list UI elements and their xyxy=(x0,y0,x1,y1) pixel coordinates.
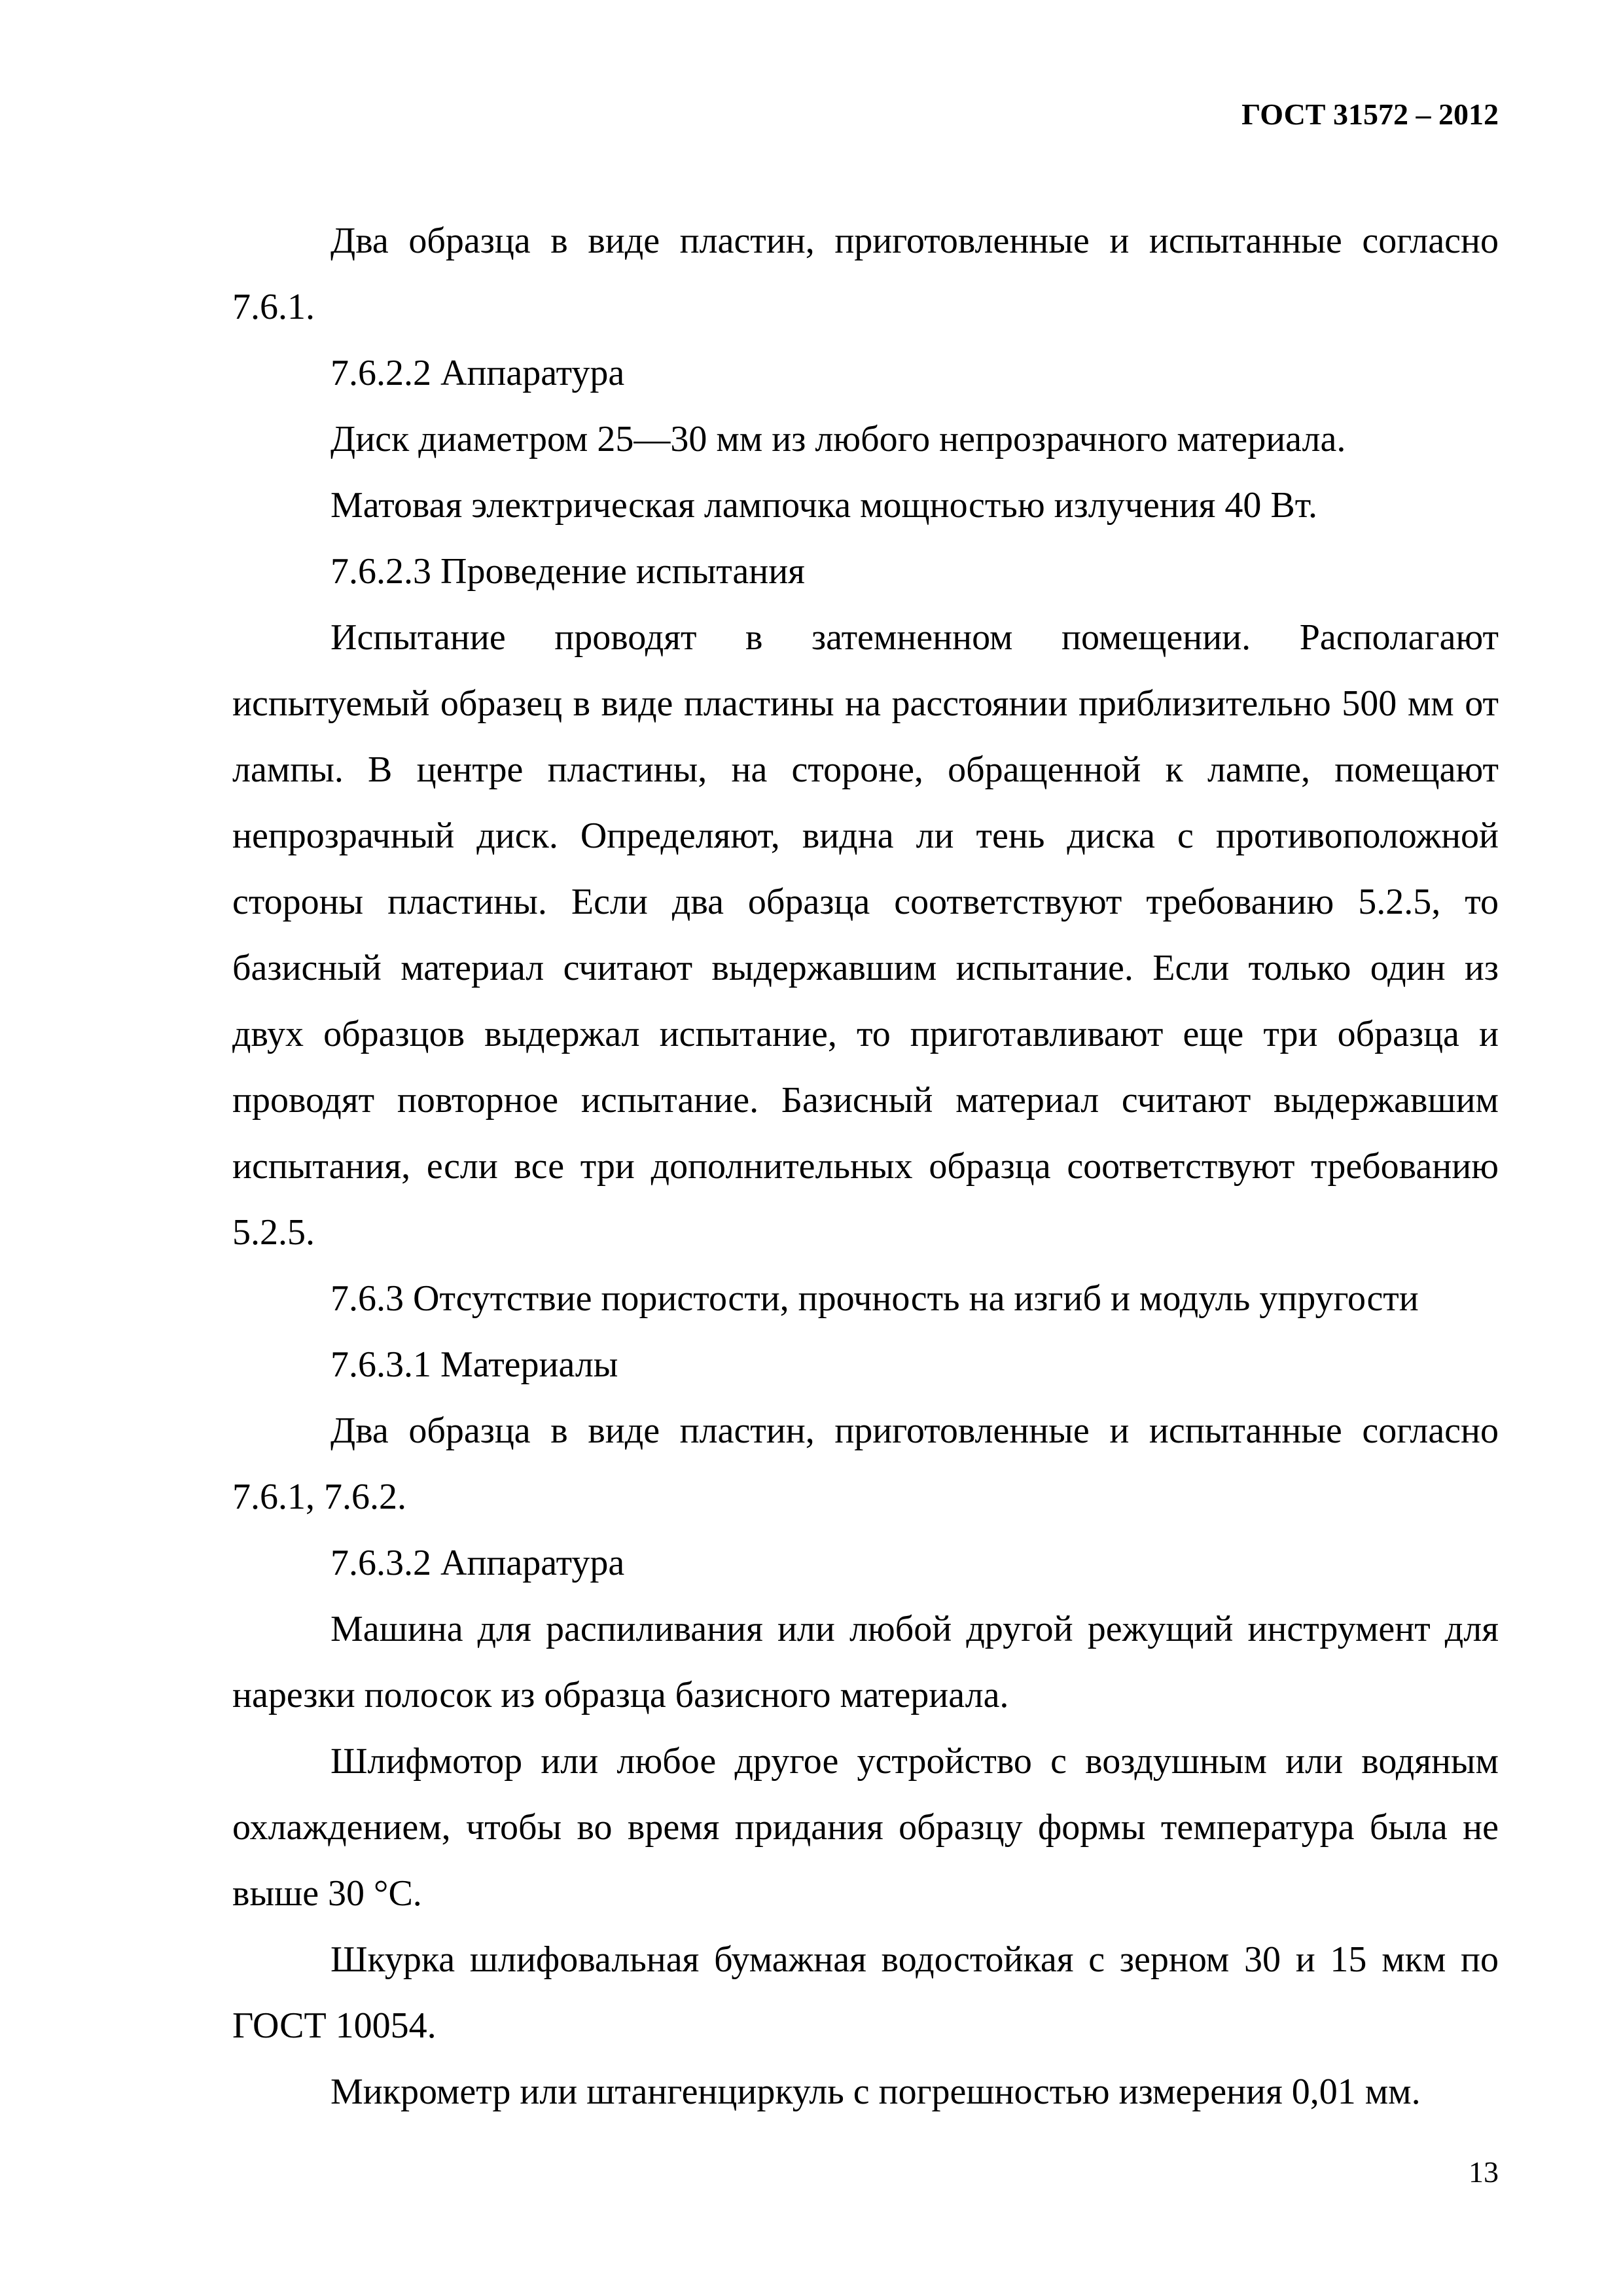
page-number: 13 xyxy=(1469,2155,1499,2189)
paragraph: Микрометр или штангенциркуль с погрешностью измерения 0,01 мм. xyxy=(330,2072,1421,2112)
paragraph: Шкурка шлифовальная бумажная водостойкая с зерном 30 и 15 мкм по ГОСТ 10054. xyxy=(232,1939,1499,2046)
paragraph: Матовая электрическая лампочка мощностью излучения 40 Вт. xyxy=(330,485,1318,526)
paragraph: Два образца в виде пластин, приготовленные и испытанные согласно xyxy=(330,1410,1499,1451)
section-heading: 7.6.3 Отсутствие пористости, прочность на изгиб и модуль упругости xyxy=(330,1278,1419,1319)
paragraph: Испытание проводят в затемненном помещении. Располагают испытуемый образец в виде пластины на расстоянии приблизительно 500 мм от лампы. В центре пластины, на стороне, обращенной к лампе, помещают непрозрачный диск. Определяют, видна ли тень диска с противоположной стороны пластины. Если два образца соответствуют требованию 5.2.5, то базисный материал считают выдержавшим испытание. Если только один из двух образцов выдержал испытание, то приготавливают еще три образца и проводят повторное испытание. Базисный материал считают выдержавшим испытания, если все три дополнительных образца соответствуют требованию 5.2.5. xyxy=(232,617,1499,1253)
document-body xyxy=(232,208,1499,2125)
paragraph: Шлифмотор или любое другое устройство с воздушным или водяным охлаждением, чтобы во время придания образцу формы температура была не выше 30 °С. xyxy=(232,1741,1499,1914)
paragraph: Два образца в виде пластин, приготовленные и испытанные согласно xyxy=(330,221,1499,261)
paragraph: Машина для распиливания или любой другой режущий инструмент для нарезки полосок из образца базисного материала. xyxy=(232,1609,1499,1715)
paragraph: Диск диаметром 25—30 мм из любого непрозрачного материала. xyxy=(330,419,1346,459)
paragraph-continuation: 7.6.1. xyxy=(232,287,315,327)
section-heading: 7.6.2.3 Проведение испытания xyxy=(330,551,805,592)
section-heading: 7.6.3.2 Аппаратура xyxy=(330,1543,625,1583)
paragraph-continuation: 7.6.1, 7.6.2. xyxy=(232,1477,406,1517)
document-code-header: ГОСТ 31572 – 2012 xyxy=(1241,98,1499,131)
section-heading: 7.6.3.1 Материалы xyxy=(330,1344,618,1385)
section-heading: 7.6.2.2 Аппаратура xyxy=(330,353,625,393)
